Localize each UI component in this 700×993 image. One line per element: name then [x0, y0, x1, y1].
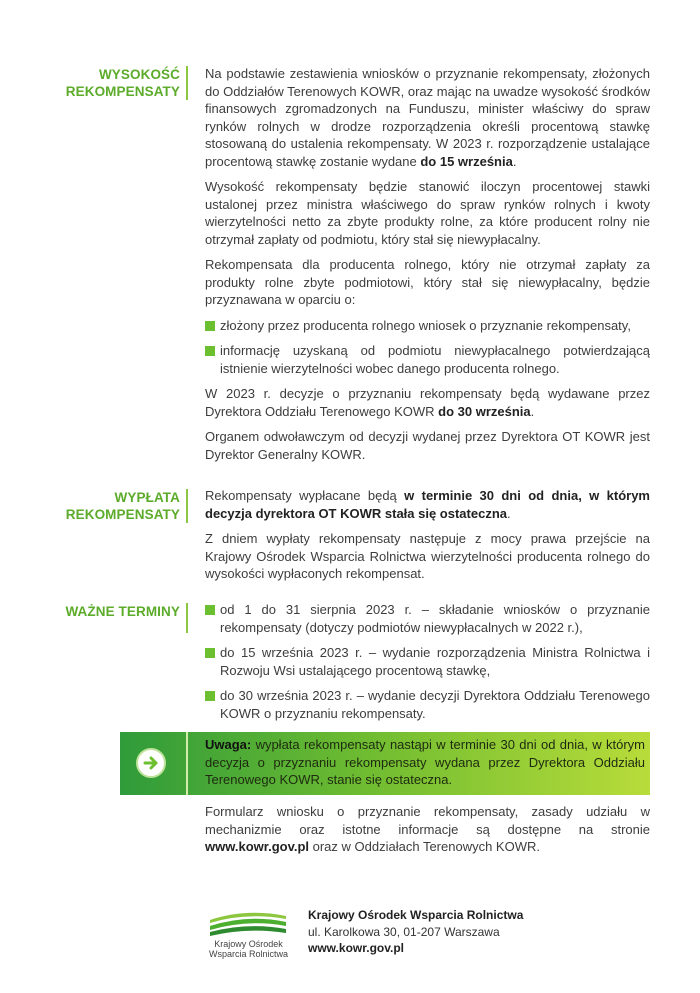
bullet-square-icon	[205, 691, 215, 701]
list-item: od 1 do 31 sierpnia 2023 r. – składanie wniosków o przyznanie rekompensaty (dotyczy podmiotów niewypłacalnych w 2022 r.),	[205, 601, 650, 636]
section-content	[205, 65, 650, 471]
arrow-right-icon	[136, 748, 166, 778]
section-label: WYSOKOŚĆ REKOMPENSATY	[65, 67, 180, 99]
note-divider	[186, 732, 188, 795]
bullet-square-icon	[205, 321, 215, 331]
list-item: do 15 września 2023 r. – wydanie rozporządzenia Ministra Rolnictwa i Rozwoju Wsi ustalającego procentową stawkę,	[205, 644, 650, 679]
org-name: Krajowy Ośrodek Wsparcia Rolnictwa	[308, 908, 524, 922]
label-divider	[186, 603, 188, 633]
footer-website-link[interactable]: www.kowr.gov.pl	[308, 941, 405, 955]
paragraph: Na podstawie zestawienia wniosków o przyznanie rekompensaty, złożonych do Oddziałów Terenowych KOWR, oraz mając na uwadze wysokość środków finansowych zgromadzonych na Funduszu, minister właściwy do spraw rynków rolnych w drodze rozporządzenia określi procentową stawkę stosowaną do ustalenia rekompensaty. W 2023 r. rozporządzenie ustalające procentową stawkę zostanie wydane do 15 września.	[205, 66, 650, 169]
footer-contact	[308, 907, 523, 957]
org-address: ul. Karolkowa 30, 01-207 Warszawa	[308, 924, 500, 939]
list-item: do 30 września 2023 r. – wydanie decyzji Dyrektora Oddziału Terenowego KOWR o przyznaniu rekompensaty.	[205, 687, 650, 722]
section-content	[205, 601, 650, 730]
note-text: Uwaga: wypłata rekompensaty nastąpi w terminie 30 dni od dnia, w którym decyzja o przyznaniu rekompensaty wydana przez Dyrektora Oddziału Terenowego KOWR, stanie się ostateczna.	[205, 737, 645, 787]
bullet-square-icon	[205, 346, 215, 356]
paragraph: Z dniem wypłaty rekompensaty następuje z mocy prawa przejście na Krajowy Ośrodek Wsparcia Rolnictwa wierzytelności producenta rolnego do wysokości wypłaconych rekompensat.	[205, 531, 650, 581]
bullet-square-icon	[205, 648, 215, 658]
paragraph: Wysokość rekompensaty będzie stanowić iloczyn procentowej stawki ustalonej przez ministra właściwego do spraw rynków rolnych i kwoty wierzytelności netto za zbyte produkty rolne, za które producent rolny nie otrzymał zapłaty od podmiotu, który stał się niewypłacalny.	[205, 179, 650, 247]
kowr-logo: Krajowy Ośrodek Wsparcia Rolnictwa	[206, 906, 291, 961]
paragraph: W 2023 r. decyzje o przyznaniu rekompensaty będą wydawane przez Dyrektora Oddziału Terenowego KOWR do 30 września.	[205, 386, 650, 419]
website-link[interactable]: www.kowr.gov.pl	[205, 839, 310, 854]
bullet-square-icon	[205, 605, 215, 615]
section-label: WYPŁATA REKOMPENSATY	[65, 490, 180, 522]
paragraph: Rekompensata dla producenta rolnego, który nie otrzymał zapłaty za produkty rolne zbyte podmiotowi, który stał się niewypłacalny, będzie przyznawana w oparciu o:	[205, 257, 650, 307]
paragraph: Organem odwoławczym od decyzji wydanej przez Dyrektora OT KOWR jest Dyrektor Generalny KOWR.	[205, 429, 650, 462]
list-item: informację uzyskaną od podmiotu niewypłacalnego potwierdzającą istnienie wierzytelności wobec danego producenta rolnego.	[205, 342, 650, 377]
label-divider	[186, 489, 188, 523]
label-divider	[186, 66, 188, 100]
section-content	[205, 487, 650, 591]
section-label: WAŻNE TERMINY	[65, 604, 180, 619]
closing-paragraph: Formularz wniosku o przyznanie rekompensaty, zasady udziału w mechanizmie oraz istotne informacje są dostępne na stronie www.kowr.gov.pl oraz w Oddziałach Terenowych KOWR.	[205, 804, 650, 854]
list-item: złożony przez producenta rolnego wniosek o przyznanie rekompensaty,	[205, 317, 650, 335]
paragraph: Rekompensaty wypłacane będą w terminie 30 dni od dnia, w którym decyzja dyrektora OT KOWR stała się ostateczna.	[205, 488, 650, 521]
